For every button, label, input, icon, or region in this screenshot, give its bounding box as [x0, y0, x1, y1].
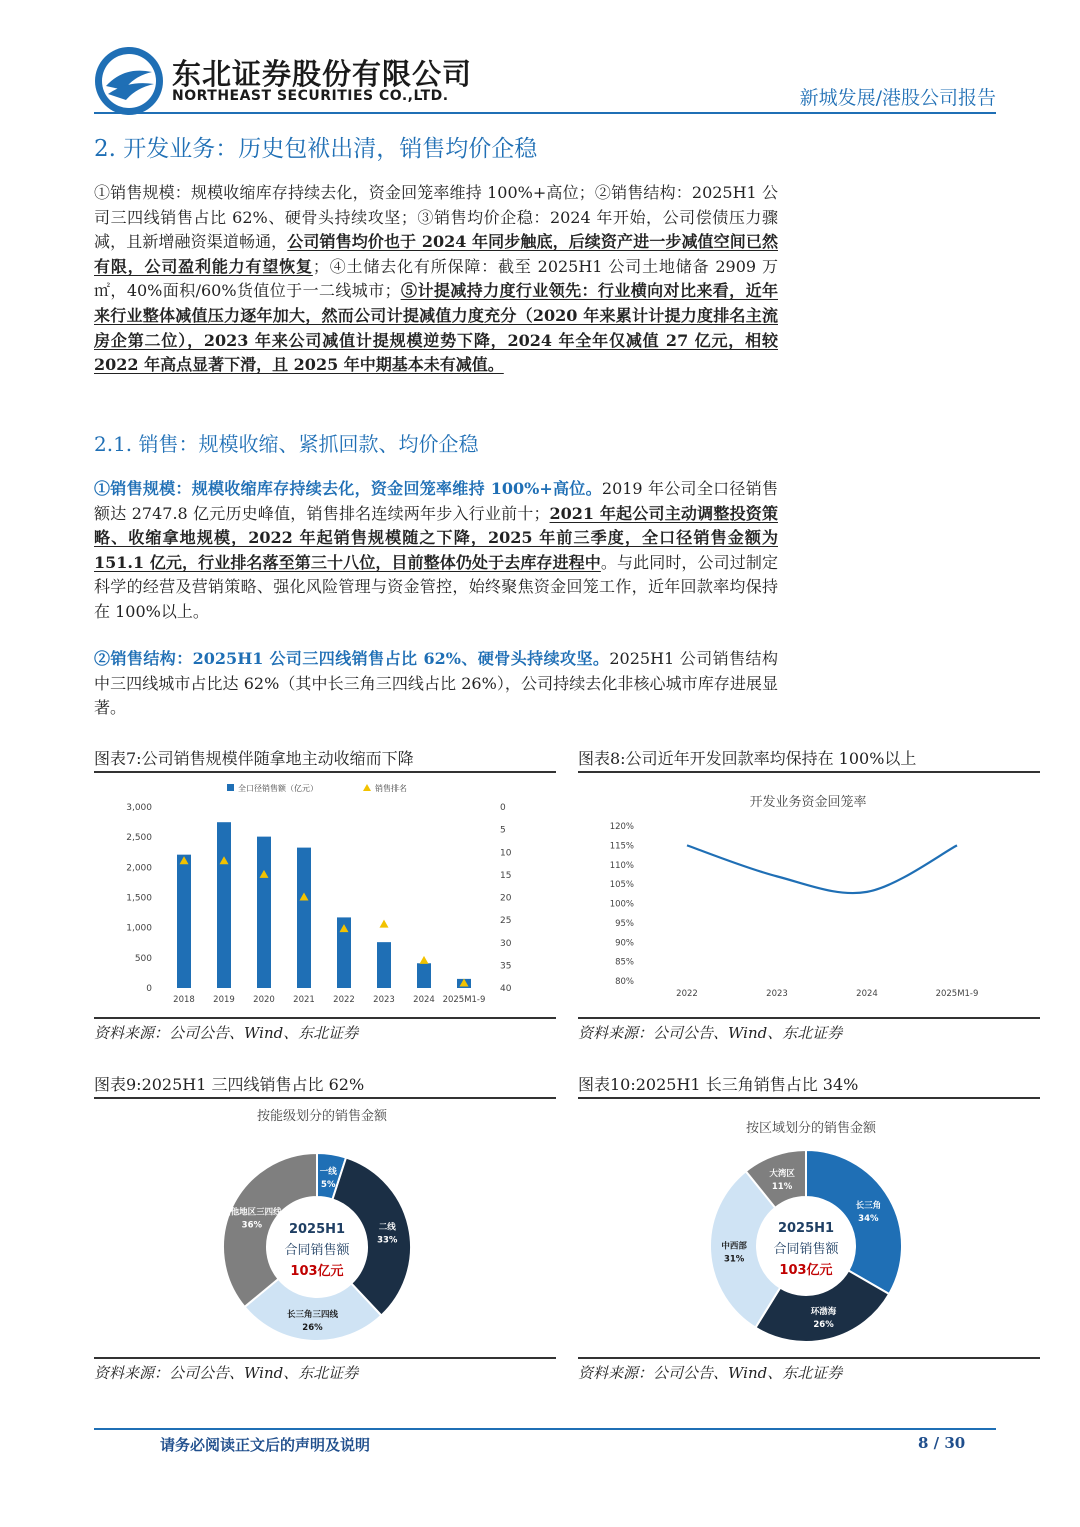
slice-label-name: 中西部 [721, 1241, 747, 1252]
header-rule [94, 112, 996, 114]
p3-lead: ②销售结构：2025H1 公司三四线销售占比 62%、硬骨头持续攻坚。 [94, 649, 610, 668]
p1-text-2: 公司销售均价也于 2024 年同步触底，后续资产进一步减值空间已然有限，公司盈利能力有望恢复 [94, 232, 778, 276]
footer-disclaimer: 请务必阅读正文后的声明及说明 [160, 1436, 371, 1454]
p2-text-1: 2019 年公司全口径销售额达 2747.8 亿元历史峰值，销售排名连续两年步入行业前十； [94, 479, 778, 523]
p1-text-4: ⑤计提减持力度行业领先：行业横向对比来看，近年来行业整体减值压力逐年加大，然而公司计提减值力度充分（2020 年来累计计提力度排名主流房企第二位），2023 年来公司减值计提规模逆势下降，2024 年全年仅减值 27 亿元，相较 2022 年高点显著下滑，且 2025 年中期基本未有减值。 [94, 281, 778, 375]
y-right-tick-label: 15 [500, 870, 512, 881]
p2-lead: ①销售规模：规模收缩库存持续去化，资金回笼率维持 100%+高位。 [94, 479, 602, 498]
slice-label-pct: 26% [813, 1319, 834, 1330]
bar-2021 [297, 848, 311, 988]
subsection-title: 2.1. 销售：规模收缩、紧抓回款、均价企稳 [94, 432, 479, 456]
center-label-metric: 合同销售额 [284, 1243, 350, 1258]
slice-label-name: 环渤海 [810, 1306, 837, 1317]
center-label-period: 2025H1 [777, 1221, 835, 1236]
y-tick-label: 110% [609, 860, 634, 871]
section-paragraph-1 [94, 181, 778, 378]
slice-label-pct: 36% [241, 1220, 263, 1231]
fig10-caption: 图表10:2025H1 长三角销售占比 34% [578, 1075, 859, 1094]
x-tick-label: 2025M1-9 [935, 989, 979, 999]
slice-label-pct: 33% [377, 1235, 398, 1246]
fig10-donut-chart [578, 1100, 1040, 1355]
fig9-donut-chart [94, 1100, 556, 1355]
fig9-top-rule [94, 1097, 556, 1099]
fig8-top-rule [578, 771, 1040, 773]
fig8-bottom-rule [578, 1017, 1040, 1019]
company-logo-icon [94, 46, 164, 116]
fig8-line-chart [578, 775, 1040, 1015]
y-left-tick-label: 1,000 [126, 923, 152, 934]
y-left-tick-label: 500 [134, 953, 152, 964]
bar-2024 [417, 963, 431, 988]
rank-marker-2023 [380, 920, 389, 928]
y-tick-label: 115% [609, 841, 634, 852]
x-tick-label: 2018 [173, 995, 195, 1005]
company-name-cn: 东北证券股份有限公司 [172, 57, 473, 91]
fig7-source: 资料来源：公司公告、Wind、东北证券 [94, 1024, 359, 1042]
chart-title: 开发业务资金回笼率 [749, 795, 867, 810]
y-right-tick-label: 35 [500, 961, 512, 972]
y-right-tick-label: 20 [500, 893, 512, 904]
fig8-caption: 图表8:公司近年开发回款率均保持在 100%以上 [578, 749, 917, 768]
y-left-tick-label: 1,500 [126, 893, 152, 904]
series-line [687, 845, 957, 893]
y-tick-label: 85% [615, 957, 634, 968]
report-tag: 新城发展/港股公司报告 [799, 87, 996, 109]
y-tick-label: 100% [609, 899, 634, 910]
slice-label-pct: 34% [858, 1214, 879, 1224]
y-tick-label: 95% [615, 918, 634, 929]
p1-text-1: ①销售规模：规模收缩库存持续去化，资金回笼率维持 100%+高位；②销售结构：2025H1 公司三四线销售占比 62%、硬骨头持续攻坚；③销售均价企稳：2024 年开始，公司偿债压力骤减，且新增融资渠道畅通， [94, 183, 778, 252]
x-tick-label: 2022 [676, 989, 698, 999]
center-label-period: 2025H1 [288, 1222, 346, 1237]
fig10-bottom-rule [578, 1357, 1040, 1359]
p1-text-3: ；④土储去化有所保障：截至 2025H1 公司土地储备 2909 万㎡，40%面积/60%货值位于一二线城市； [94, 256, 778, 301]
x-tick-label: 2021 [293, 995, 315, 1005]
slice-label-name: 一线 [319, 1166, 337, 1177]
x-tick-label: 2023 [766, 989, 788, 999]
slice-label-name: 大湾区 [769, 1169, 795, 1180]
y-tick-label: 90% [615, 938, 634, 949]
slice-label-pct: 5% [321, 1179, 336, 1190]
x-tick-label: 2020 [253, 995, 275, 1005]
y-left-tick-label: 0 [146, 984, 152, 994]
legend-swatch-sales [227, 784, 234, 791]
bar-2019 [217, 822, 231, 988]
legend-swatch-rank [363, 784, 371, 791]
fig7-bar-chart [94, 775, 556, 1015]
slice-label-name: 长三角 [855, 1201, 882, 1211]
p2-text-3: 。与此同时，公司过制定科学的经营及营销策略、强化风险管理与资金管控，始终聚焦资金回笼工作，近年回款率均保持在 100%以上。 [94, 552, 778, 621]
rank-marker-2024 [420, 956, 429, 964]
y-tick-label: 120% [609, 822, 634, 832]
x-tick-label: 2024 [413, 995, 435, 1005]
slice-label-pct: 31% [723, 1254, 745, 1265]
y-tick-label: 105% [609, 880, 634, 891]
y-right-tick-label: 0 [500, 803, 506, 813]
x-tick-label: 2022 [333, 995, 355, 1005]
center-label-metric: 合同销售额 [773, 1242, 839, 1257]
x-tick-label: 2025M1-9 [442, 995, 486, 1005]
subsection-paragraph-3 [94, 647, 778, 721]
subsection-paragraph-2 [94, 477, 778, 625]
fig7-bottom-rule [94, 1017, 556, 1019]
y-left-tick-label: 2,500 [126, 833, 152, 844]
p2-text-2: 2021 年起公司主动调整投资策略、收缩拿地规模，2022 年起销售规模随之下降，2025 年前三季度，全口径销售金额为 151.1 亿元，行业排名落至第三十八位，目前整体仍处于去库存进程中 [94, 503, 778, 572]
y-right-tick-label: 30 [500, 938, 512, 949]
y-left-tick-label: 3,000 [126, 803, 152, 813]
center-label-value: 103亿元 [290, 1264, 344, 1279]
y-right-tick-label: 25 [500, 916, 512, 927]
fig9-caption: 图表9:2025H1 三四线销售占比 62% [94, 1075, 365, 1094]
slice-label-name: 长三角三四线 [286, 1309, 338, 1320]
chart-title: 按区域划分的销售金额 [745, 1121, 877, 1136]
y-right-tick-label: 40 [500, 984, 512, 994]
slice-label-pct: 26% [302, 1322, 323, 1333]
center-label-value: 103亿元 [779, 1263, 833, 1278]
slice-label-name: 二线 [378, 1222, 396, 1233]
x-tick-label: 2019 [213, 995, 235, 1005]
slice-label-pct: 11% [771, 1182, 793, 1193]
legend-label-sales: 全口径销售额（亿元） [238, 784, 318, 793]
slice-label-name: 其他地区三四线 [222, 1207, 282, 1218]
bar-2018 [177, 855, 191, 988]
footer-rule [94, 1428, 996, 1430]
company-name-en: NORTHEAST SECURITIES CO.,LTD. [172, 88, 449, 104]
x-tick-label: 2024 [856, 989, 878, 999]
section-title: 2. 开发业务：历史包袱出清，销售均价企稳 [94, 136, 538, 162]
y-tick-label: 80% [615, 977, 634, 987]
y-right-tick-label: 5 [500, 825, 506, 836]
y-right-tick-label: 10 [500, 848, 512, 859]
x-tick-label: 2023 [373, 995, 395, 1005]
fig9-source: 资料来源：公司公告、Wind、东北证券 [94, 1364, 359, 1382]
bar-2023 [377, 942, 391, 988]
chart-title: 按能级划分的销售金额 [256, 1109, 388, 1124]
fig7-top-rule [94, 771, 556, 773]
y-left-tick-label: 2,000 [126, 863, 152, 874]
fig10-source: 资料来源：公司公告、Wind、东北证券 [578, 1364, 843, 1382]
fig7-caption: 图表7:公司销售规模伴随拿地主动收缩而下降 [94, 749, 414, 768]
page-number: 8 / 30 [918, 1434, 966, 1452]
legend-label-rank: 销售排名 [375, 784, 407, 793]
fig10-top-rule [578, 1097, 1040, 1099]
fig8-source: 资料来源：公司公告、Wind、东北证券 [578, 1024, 843, 1042]
bar-2020 [257, 837, 271, 988]
p3-text-1: 2025H1 公司销售结构中三四线城市占比达 62%（其中长三角三四线占比 26%），公司持续去化非核心城市库存进展显著。 [94, 649, 778, 718]
fig9-bottom-rule [94, 1357, 556, 1359]
